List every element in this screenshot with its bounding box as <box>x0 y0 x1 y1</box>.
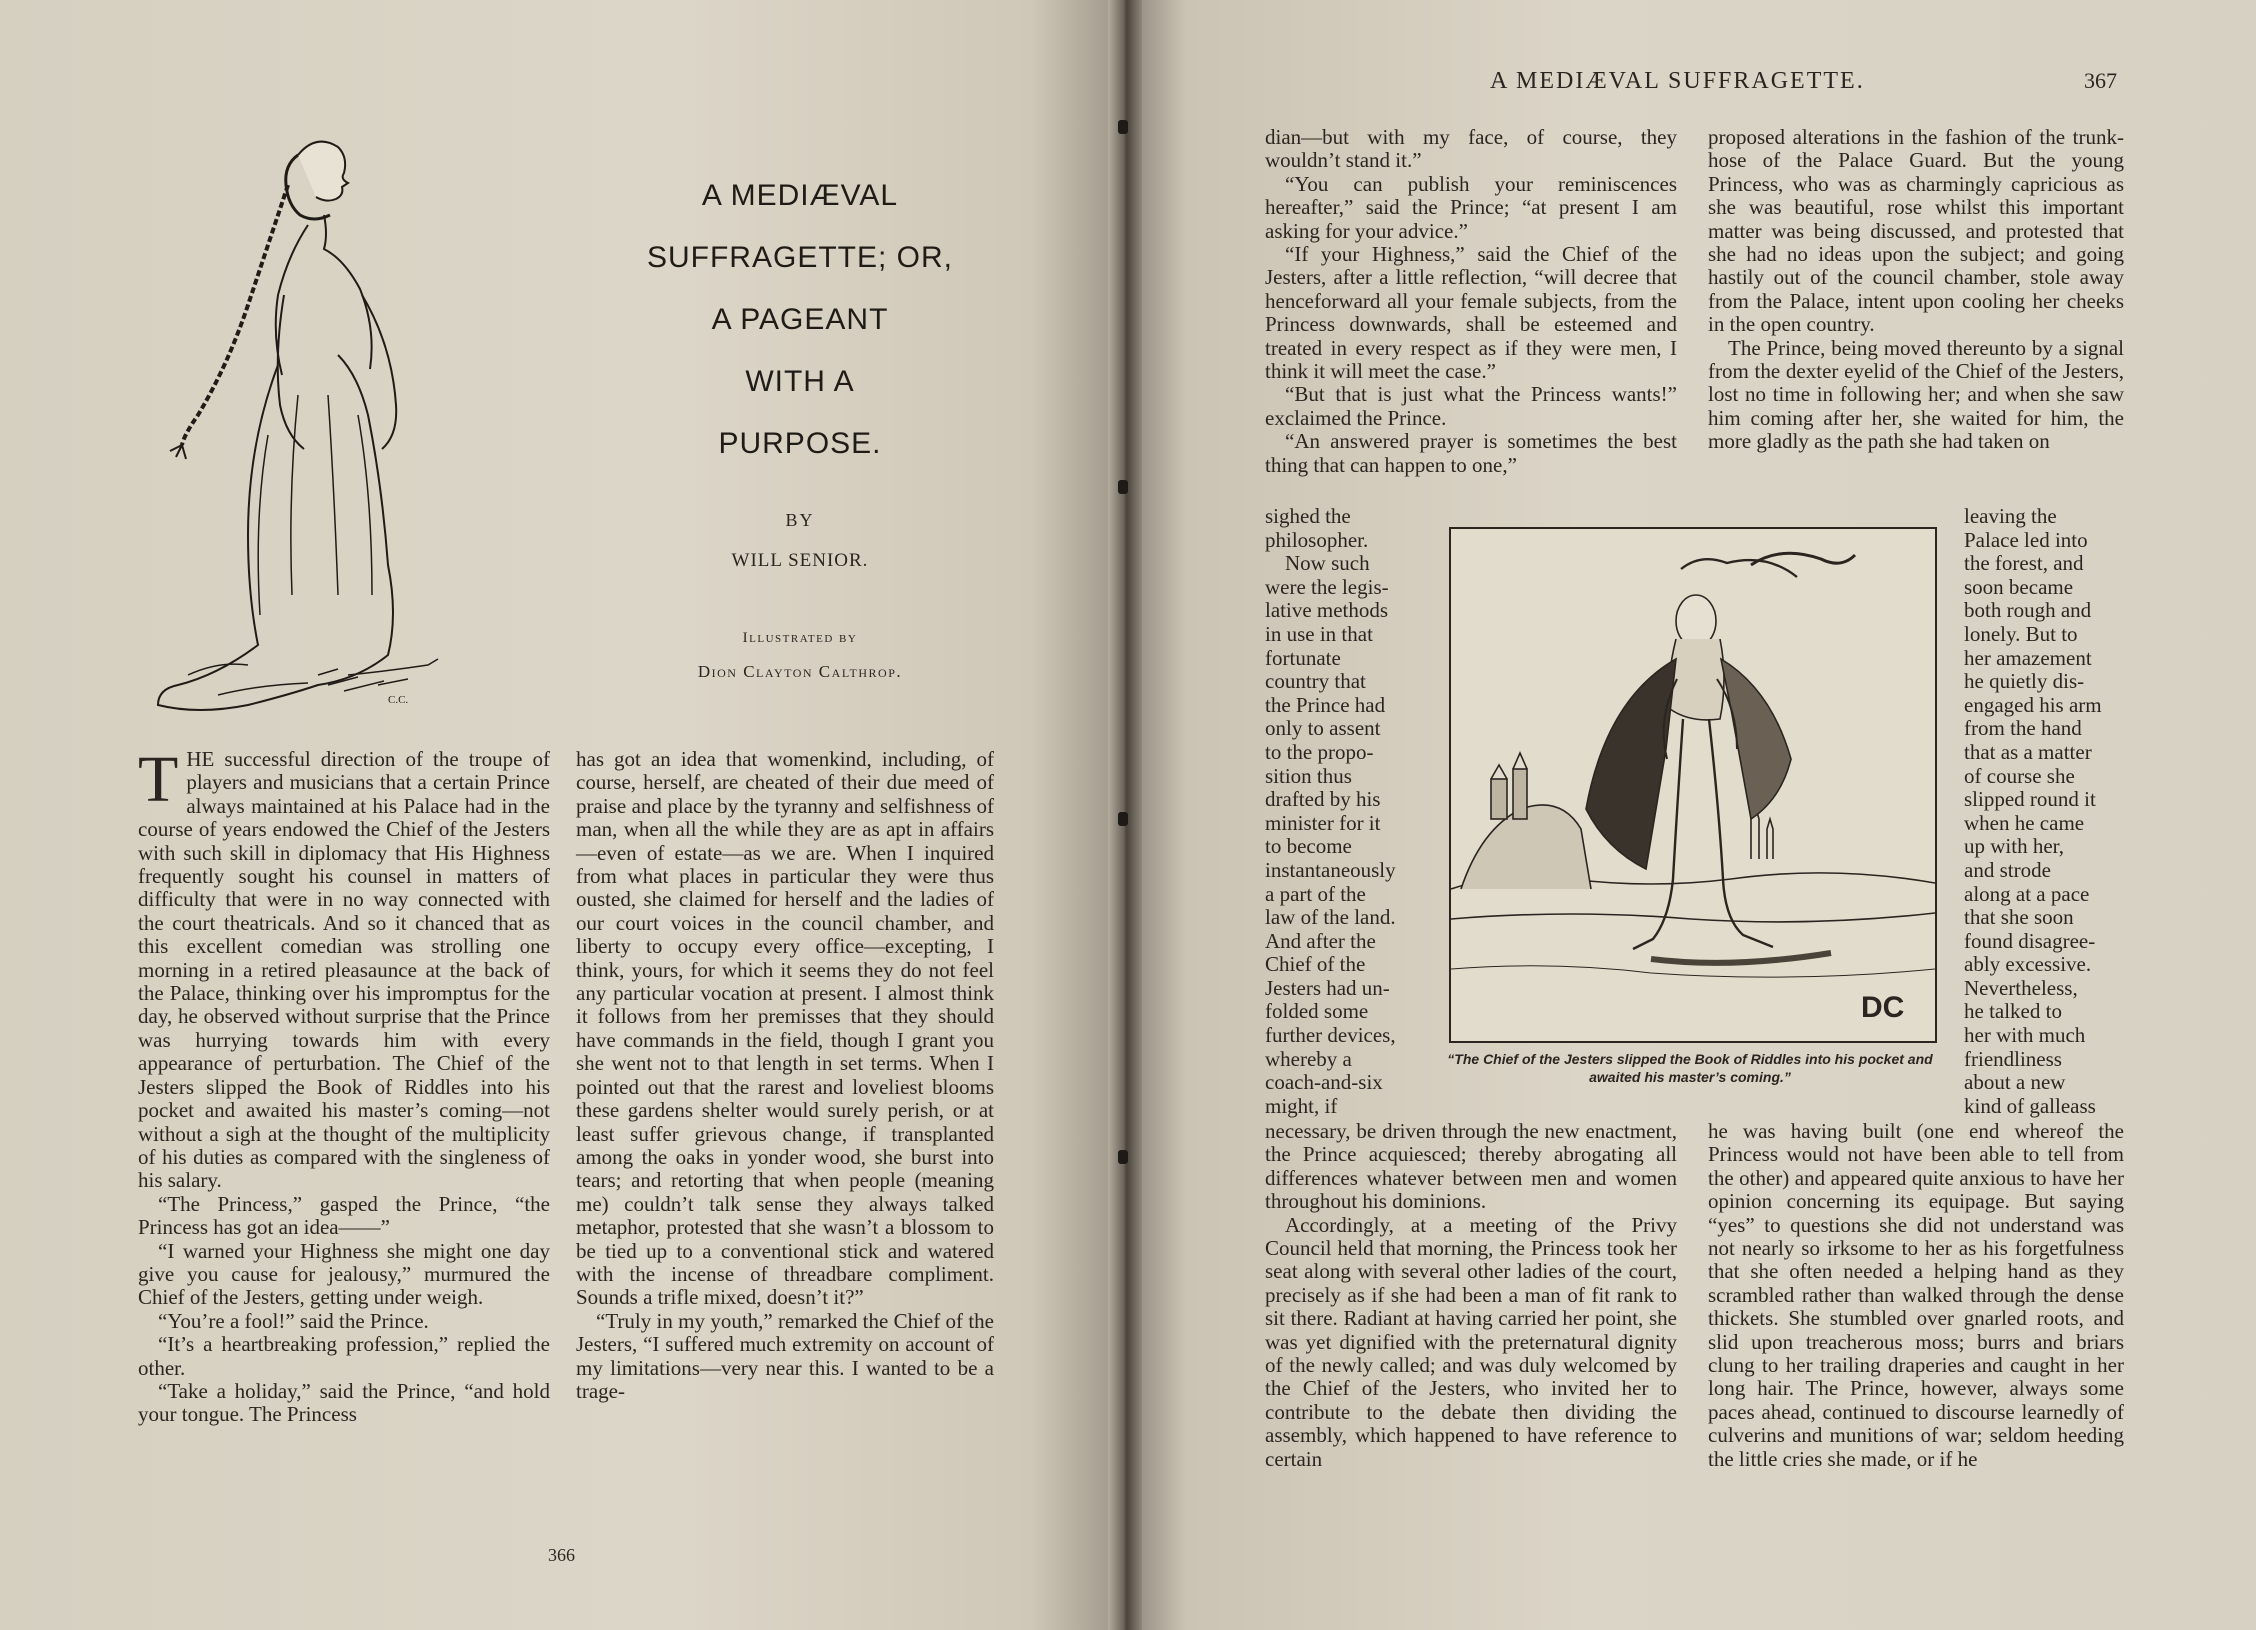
text-line: leaving the <box>1964 505 2057 528</box>
text-line: when he came <box>1964 811 2085 835</box>
title-line: A PAGEANT <box>711 303 889 336</box>
binding-stitch <box>1118 1150 1128 1164</box>
text-line: to the propo- <box>1265 740 1374 764</box>
paragraph: The Prince, being moved thereunto by a signal from the dexter eyelid of the Chief of the Jesters, lost no time in following her; and when she saw him coming after her, she waited for him, the more gladly as the path she had taken on <box>1708 335 2124 454</box>
right-column-2-wrap <box>1964 505 2124 1118</box>
text-line: Jesters had un- <box>1265 976 1390 1000</box>
paragraph: “But that is just what the Princess wants!” exclaimed the Prince. <box>1265 382 1677 430</box>
paragraph: proposed alterations in the fashion of the trunk-hose of the Palace Guard. But the young Princess, who was as charmingly capricious as she was beautiful, rose whilst this important matter was being discussed, and protested that she had no ideas upon the subject; and going hastily out of the council chamber, stole away from the Palace, intent upon cooling her cheeks in the open country. <box>1708 125 2124 337</box>
text-line: up with her, <box>1964 835 2065 859</box>
running-head: A MEDIÆVAL SUFFRAGETTE. <box>1490 68 1865 94</box>
paragraph: “I warned your Highness she might one day give you cause for jealousy,” murmured the Chief of the Jesters, getting under weigh. <box>138 1238 550 1310</box>
text-line: whereby a <box>1265 1047 1352 1071</box>
drop-cap: T <box>138 743 179 816</box>
text-line: her amazement <box>1964 646 2092 670</box>
text-line: Now such <box>1285 552 1370 576</box>
text-line: ably excessive. <box>1964 953 2092 977</box>
text-line: coach-and-six <box>1265 1071 1383 1095</box>
text-line: that she soon <box>1964 906 2074 930</box>
paragraph: necessary, be driven through the new enactment, the Prince acquiesced; thereby abrogating all differences whatever between men and women throughout his dominions. <box>1265 1119 1677 1214</box>
left-page <box>0 0 1120 1630</box>
text-line: drafted by his <box>1265 788 1381 812</box>
byline: BY <box>785 510 815 530</box>
paragraph: “An answered prayer is sometimes the best thing that can happen to one,” <box>1265 429 1677 477</box>
right-column-1-wrap <box>1265 505 1423 1118</box>
paragraph: “Take a holiday,” said the Prince, “and hold your tongue. The Princess <box>138 1378 550 1427</box>
paragraph: Accordingly, at a meeting of the Privy Council held that morning, the Princess took her seat along with several other ladies of the court, precisely as if she had been a man of fit rank to sit there. Radiant at having carried her point, she was yet dignified with the preternatural dignity of the newly called; and was duly welcomed by the Chief of the Jesters, who invited her to contribute to the debate then dividing the assembly, which happened to have reference to certain <box>1265 1212 1677 1471</box>
page-number: 366 <box>548 1545 575 1565</box>
text-line: that as a matter <box>1964 740 2092 764</box>
figure-caption: “The Chief of the Jesters slipped the Book of Riddles into his pocket and awaited his master’s coming.” <box>1447 1051 1933 1085</box>
right-column-1-top <box>1265 126 1677 477</box>
right-column-2-bottom <box>1708 1120 2124 1471</box>
artist-monogram: DC <box>1861 991 1905 1024</box>
binding-stitch <box>1118 120 1128 134</box>
text-line: he talked to <box>1964 1000 2062 1024</box>
text-line: in use in that <box>1265 622 1373 646</box>
text-line: Nevertheless, <box>1964 976 2078 1000</box>
paragraph: “You can publish your reminiscences hereafter,” said the Prince; “at present I am asking for your advice.” <box>1265 171 1677 243</box>
text-line: might, if <box>1265 1094 1338 1118</box>
text-line: law of the land. <box>1265 906 1396 930</box>
binding-stitch <box>1118 480 1128 494</box>
paragraph: THE successful direction of the troupe of players and musicians that a certain Prince always maintained at his Palace had in the course of years endowed the Chief of the Jesters with such skill in diplomacy that His Highness frequently sought his counsel in matters of difficulty that were in no way connected with the court theatricals. And so it chanced that as this excellent comedian was strolling one morning in a retired pleasaunce at the back of the Palace, thinking over his impromptus for the day, he observed without surprise that the Prince was hurrying towards him with every appearance of perturbation. The Chief of the Jesters slipped the Book of Riddles into his pocket and awaited his master’s coming—not without a sigh at the thought of the multiplicity of his duties as compared with the singleness of his salary. <box>138 743 550 1193</box>
text-line: engaged his arm <box>1964 693 2102 717</box>
princess-illustration <box>148 115 448 730</box>
illustrated-by-label: Illustrated by <box>742 630 858 646</box>
text-line: from the hand <box>1964 717 2082 741</box>
text-line: kind of galleass <box>1964 1094 2096 1118</box>
text-line: Palace led into <box>1964 528 2088 552</box>
right-column-2-top <box>1708 126 2124 454</box>
text-line: soon became <box>1964 575 2074 599</box>
text-line: only to assent <box>1265 717 1381 741</box>
jester-drawing <box>1451 529 1935 1041</box>
left-column-1 <box>138 743 550 1427</box>
text-line: to become <box>1265 835 1352 859</box>
svg-text:C.C.: C.C. <box>388 694 409 706</box>
title-line: PURPOSE. <box>718 427 882 460</box>
text-line: were the legis- <box>1265 575 1389 599</box>
text-line: Chief of the <box>1265 953 1366 977</box>
left-column-2 <box>576 748 994 1403</box>
text-line: found disagree- <box>1964 929 2096 953</box>
text-line: of course she <box>1964 764 2075 788</box>
title-line: WITH A <box>745 365 855 398</box>
article-title <box>600 165 1000 475</box>
text-line: a part of the <box>1265 882 1366 906</box>
paragraph: he was having built (one end whereof the Princess would not have been able to tell from the other) and appeared quite anxious to have her opinion concerning its equipage. But saying “yes” to questions she did not understand was not nearly so irksome to her as his forgetfulness that she often needed a helping hand as they scrambled rather than walked through the dense thickets. She stumbled over gnarled roots, and slid upon treacherous moss; burrs and briars clung to her trailing draperies and caught in her long hair. The Prince, however, always some paces ahead, continued to discourse learnedly of culverins and munitions of war; seldom heeding the little cries she made, or if he <box>1708 1119 2124 1471</box>
text-line: along at a pace <box>1964 882 2090 906</box>
text-line: instantaneously <box>1265 858 1396 882</box>
illustrator-name: Dion Clayton Calthrop. <box>697 662 903 681</box>
text-line: minister for it <box>1265 811 1381 835</box>
author-name: WILL SENIOR. <box>731 550 869 571</box>
text-line: sighed the <box>1265 505 1351 528</box>
text-line: lative methods <box>1265 599 1389 623</box>
text-line: folded some <box>1265 1000 1369 1024</box>
paragraph: dian—but with my face, of course, they wouldn’t stand it.” <box>1265 125 1677 173</box>
text-line: both rough and <box>1964 599 2092 623</box>
text-line: sition thus <box>1265 764 1352 788</box>
text-line: And after the <box>1265 929 1376 953</box>
text-line: her with much <box>1964 1024 2086 1048</box>
text-line: about a new <box>1964 1071 2066 1095</box>
text-line: further devices, <box>1265 1024 1396 1048</box>
paragraph: “The Princess,” gasped the Prince, “the Princess has got an idea——” <box>138 1191 550 1240</box>
page-number: 367 <box>2084 68 2117 93</box>
text-line: the Prince had <box>1265 693 1386 717</box>
text-line: friendliness <box>1964 1047 2062 1071</box>
text-line: he quietly dis- <box>1964 670 2085 694</box>
text-line: lonely. But to <box>1964 622 2078 646</box>
paragraph: has got an idea that womenkind, including, of course, herself, are cheated of their due meed of praise and place by the tyranny and selfishness of man, when all the while they are as apt in affairs—even of estate—as we are. When I inquired from what places in particular they were thus ousted, she claimed for herself and the ladies of our court voices in the council chamber, and liberty to occupy every office—excepting, I think, yours, for which it seems they do not feel any particular vocation at present. I almost think it follows from her premisses that they should have commands in the field, though I grant you she went not to that length in set terms. When I pointed out that the rarest and loveliest blooms these gardens shelter would surely perish, or at least suffer grievous change, if transplanted among the oaks in yonder wood, she burst into tears; and retorting that when people (meaning me) couldn’t talk sense they always talked metaphor, protested that she wasn’t a blossom to be tied up to a conventional stick and watered with the incense of threadbare compliment. Sounds a trifle mixed, doesn’t it?” <box>576 747 994 1310</box>
right-column-1-bottom <box>1265 1120 1677 1471</box>
text-line: slipped round it <box>1964 788 2096 812</box>
paragraph: “You’re a fool!” said the Prince. <box>158 1308 429 1333</box>
title-line: SUFFRAGETTE; OR, <box>646 241 953 274</box>
text-line: fortunate <box>1265 646 1341 670</box>
paragraph: “It’s a heartbreaking profession,” replied the other. <box>138 1332 550 1380</box>
text-line: the forest, and <box>1964 552 2084 576</box>
binding-stitch <box>1118 812 1128 826</box>
text-line: philosopher. <box>1265 528 1369 552</box>
paragraph: “If your Highness,” said the Chief of the Jesters, after a little reflection, “will decree that henceforward all your female subjects, from the Princess downwards, shall be esteemed and treated in every respect as if they were men, I think it will meet the case.” <box>1265 242 1677 384</box>
paragraph: “Truly in my youth,” remarked the Chief of the Jesters, “I suffered much extremity on account of my limitations—very near this. I wanted to be a trage- <box>576 1308 994 1403</box>
jester-illustration <box>1449 527 1937 1043</box>
title-line: A MEDIÆVAL <box>701 179 899 212</box>
text-line: country that <box>1265 670 1366 694</box>
text-line: and strode <box>1964 858 2051 882</box>
